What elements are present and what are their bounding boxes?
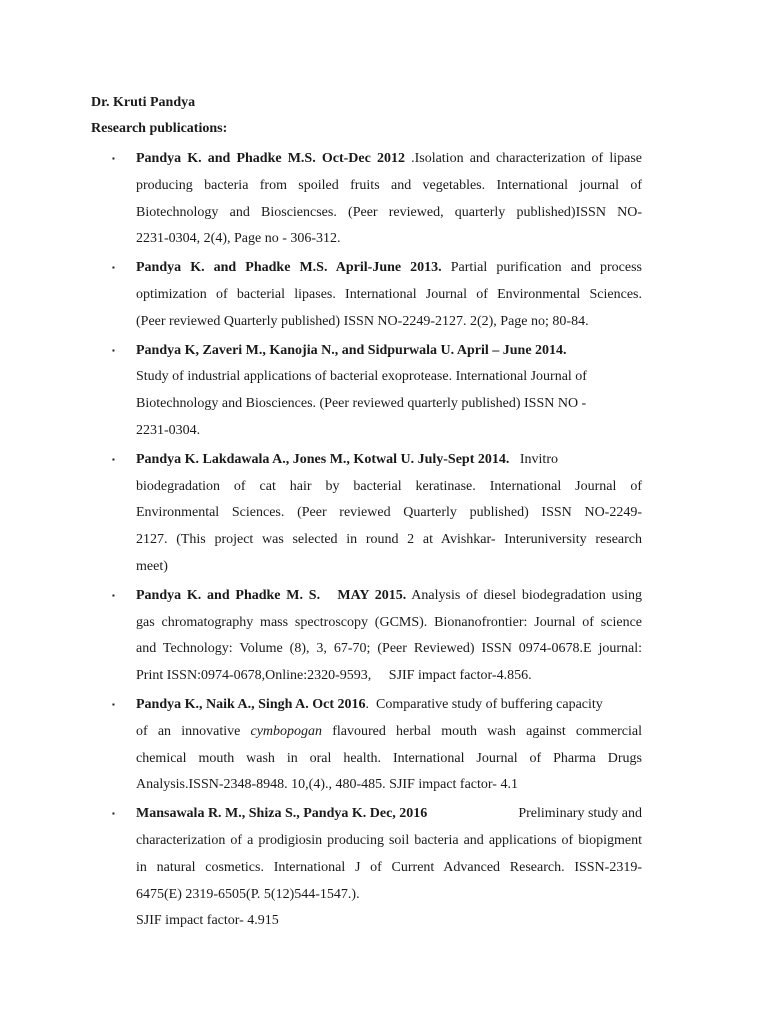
publication-line: chemical mouth wash in oral health. International Journal of Pharma Drugs [136,750,642,766]
publication-item [112,338,642,445]
bullet-icon: ▪ [112,345,115,355]
bullet-icon: ▪ [112,590,115,600]
publication-line [136,801,642,828]
publication-line: optimization of bacterial lipases. International Journal of Environmental Sciences. [136,286,642,302]
publication-line [136,692,642,719]
author-name: Dr. Kruti Pandya [91,95,196,110]
publication-text: .Isolation and characterization of lipase [404,151,642,166]
publication-line [136,719,642,746]
publication-text: Analysis of diesel biodegradation using [406,587,642,603]
publication-line: in natural cosmetics. International J of Current Advanced Research. ISSN-2319- [136,859,642,875]
publication-line: 2231-0304, 2(4), Page no - 306-312. [136,231,341,247]
publication-line: Environmental Sciences. (Peer reviewed Quarterly published) ISSN NO-2249- [136,505,642,521]
publication-line [136,447,642,474]
italic-term: cymbopogan [250,723,323,739]
publication-text: . Comparative study of buffering capacity [365,696,603,712]
publication-item [112,801,642,935]
publication-item [112,255,642,335]
publication-line [136,338,642,365]
bullet-icon: ▪ [112,454,115,464]
publication-item [112,692,643,799]
publication-line: Biotechnology and Biosciences. (Peer reviewed quarterly published) ISSN NO - [136,396,587,412]
publication-line: SJIF impact factor- 4.915 [136,913,279,929]
section-heading: Research publications: [91,121,228,136]
publication-line: and Technology: Volume (8), 3, 67-70; (Peer Reviewed) ISSN 0974-0678.E journal: [136,641,642,657]
publication-line: gas chromatography mass spectroscopy (GCMS). Bionanofrontier: Journal of science [136,614,642,630]
publication-line [136,583,642,610]
publication-line: biodegradation of cat hair by bacterial keratinase. International Journal of [136,478,642,494]
publication-item [112,146,642,253]
publication-text: of an innovative [136,723,251,739]
publication-text: Invitro [509,451,558,467]
publication-line: 2231-0304. [136,422,201,438]
bullet-icon: ▪ [112,154,115,163]
publication-line: (Peer reviewed Quarterly published) ISSN NO-2249-2127. 2(2), Page no; 80-84. [136,313,589,329]
publication-line [136,255,642,282]
publication-text: Preliminary study and [518,806,642,822]
publication-authors: Pandya K. and Phadke M.S. April-June 2013. [136,260,442,276]
bullet-icon: ▪ [112,809,115,819]
publication-line: Study of industrial applications of bacterial exoprotease. International Journal of [136,369,587,385]
publication-line: 6475(E) 2319-6505(P. 5(12)544-1547.). [136,886,360,902]
publication-item [112,447,642,581]
publication-item [112,583,642,690]
publication-line: 2127. (This project was selected in round 2 at Avishkar- Interuniversity research [136,532,642,548]
publication-text: flavoured herbal mouth wash against commercial [332,723,643,739]
bullet-icon: ▪ [112,263,115,273]
publication-authors: Pandya K. and Phadke M. S. MAY 2015. [136,587,407,603]
publication-line: producing bacteria from spoiled fruits and vegetables. International journal of [136,177,642,193]
publication-line: Biotechnology and Biosciencses. (Peer reviewed, quarterly published)ISSN NO- [136,204,642,220]
publication-line: Print ISSN:0974-0678,Online:2320-9593, SJIF impact factor-4.856. [136,668,532,684]
publication-authors: Pandya K. Lakdawala A., Jones M., Kotwal U. July-Sept 2014. [136,451,510,467]
publication-list [112,146,643,935]
publication-line: Analysis.ISSN-2348-8948. 10,(4)., 480-485. SJIF impact factor- 4.1 [136,777,518,793]
publication-authors: Pandya K. and Phadke M.S. Oct-Dec 2012 [136,151,405,166]
publication-line: meet) [136,558,168,574]
publication-authors: Pandya K., Naik A., Singh A. Oct 2016 [136,696,366,712]
publication-text: Partial purification and process [441,260,642,276]
publication-authors: Pandya K, Zaveri M., Kanojia N., and Sidpurwala U. April – June 2014. [136,342,567,358]
publication-authors: Mansawala R. M., Shiza S., Pandya K. Dec, 2016 [136,806,428,822]
publication-line [136,146,642,173]
bullet-icon: ▪ [112,699,115,709]
publication-line: characterization of a prodigiosin producing soil bacteria and applications of biopigment [136,832,642,848]
